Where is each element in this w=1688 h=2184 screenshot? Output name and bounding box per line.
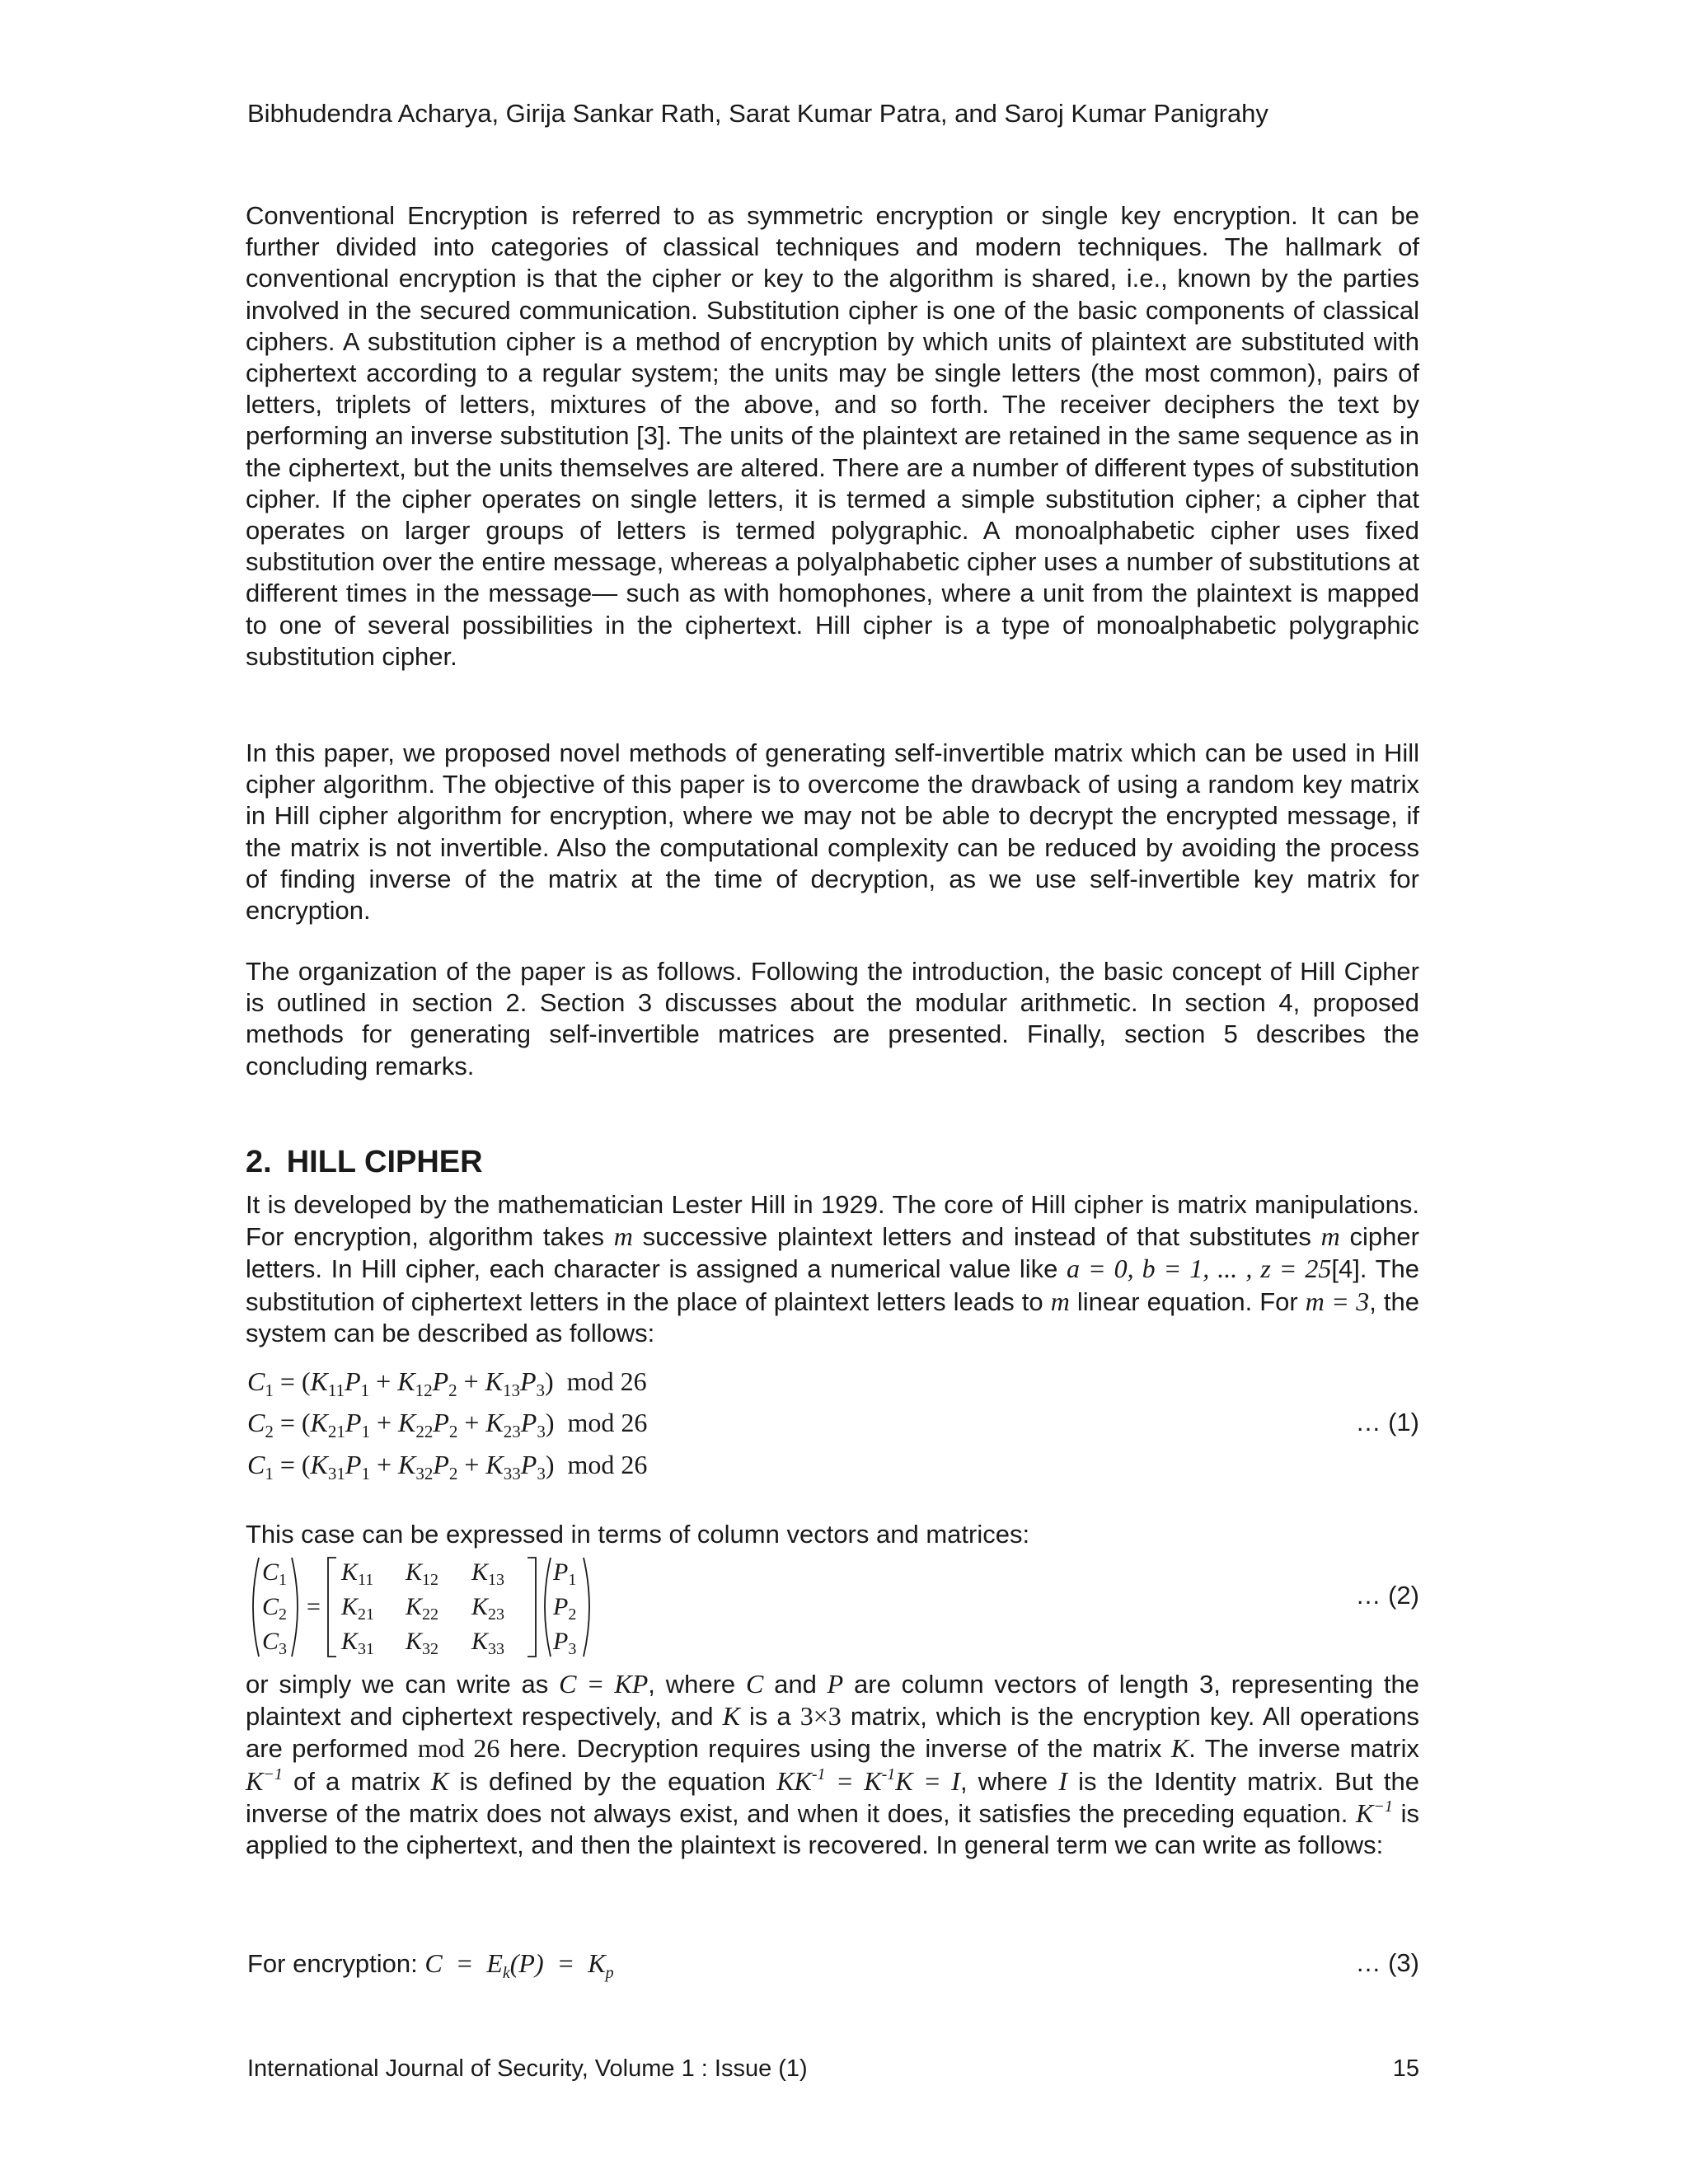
p6-text-6: here. Decryption requires using the inverse of the matrix: [509, 1734, 1162, 1764]
p4-text-1: It is developed by the mathematician Lester Hill in 1929. The core of Hill cipher is matrix manipulations. For encryption, algorithm takes: [246, 1190, 1419, 1252]
p6-text-9: is defined by the equation: [459, 1766, 767, 1796]
running-header-authors: Bibhudendra Acharya, Girija Sankar Rath, Sarat Kumar Patra, and Saroj Kumar Panigrahy: [247, 99, 1268, 128]
svg-text:P3: $P_3$: [553, 1628, 577, 1658]
svg-text:K13: $K_{13}$: [471, 1558, 505, 1589]
p6-text-7: The inverse matrix: [1204, 1734, 1419, 1764]
math-k: K: [1170, 1733, 1189, 1764]
footer-page-number: 15: [1392, 2055, 1419, 2082]
math-letter-values: a = 0, b = 1, ... , z = 25: [1067, 1254, 1332, 1284]
equation-number-1: … (1): [1355, 1408, 1419, 1436]
p6-text-and: and: [774, 1670, 817, 1699]
paragraph-paper-organization: The organization of the paper is as follows. Following the introduction, the basic concept of Hill Cipher is outlined in section 2. Section 3 discusses about the modular arithmetic. In section 4, proposed methods for generating self-invertible matrices are presented. Finally, section 5 describes the concluding remarks.: [246, 957, 1419, 1080]
math-p: P: [827, 1669, 844, 1699]
paragraph-hill-cipher-intro: [246, 1189, 1419, 1349]
svg-text:=: =: [307, 1593, 321, 1620]
p6-text-5: matrix, which is the encryption key. All operations are performed: [246, 1702, 1419, 1764]
p4-text-6: , the system can be described as follows:: [246, 1286, 1419, 1347]
k-matrix-left-bracket: [328, 1558, 336, 1657]
math-c: C: [745, 1669, 764, 1699]
footer-journal: International Journal of Security, Volume 1 : Issue (1): [247, 2055, 808, 2082]
paragraph-paper-objective: In this paper, we proposed novel methods of generating self-invertible matrix which can be used in Hill cipher algorithm. The objective of this paper is to overcome the drawback of using a random key matrix in Hill cipher algorithm for encryption, where we may not be able to decrypt the encrypted message, if the matrix is not invertible. Also the computational complexity can be reduced by avoiding the process of finding inverse of the matrix at the time of decryption, as we use self-invertible key matrix for encryption.: [246, 738, 1419, 926]
svg-text:K11: $K_{11}$: [341, 1558, 374, 1589]
section-title: HILL CIPHER: [286, 1145, 483, 1179]
math-k-inverse: $K^{-1}$: [1356, 1797, 1393, 1828]
math-3x3: 3×3: [799, 1701, 842, 1732]
equation-c3: $C_1 = (K_{31}P_1 + K_{32}P_2 + K_{33}P_3)$ mod 26: [247, 1450, 648, 1483]
p6-text-12: is applied to the ciphertext, and then the plaintext is recovered. In general term we can write as follows:: [246, 1798, 1419, 1860]
equation-c1: $C_1 = (K_{11}P_1 + K_{12}P_2 + K_{13}P_3)$ mod 26: [247, 1366, 647, 1400]
svg-text:P2: $P_2$: [553, 1593, 577, 1624]
equation-number-3: … (3): [1355, 1948, 1419, 1977]
math-identity-equation: $KK^{-1} = K^{-1}K = I$: [776, 1765, 960, 1796]
mod-26: mod 26: [567, 1450, 648, 1479]
p-vector-right-paren: [584, 1558, 589, 1657]
svg-text:K23: $K_{23}$: [471, 1593, 505, 1624]
p-vector-left-paren: [545, 1558, 551, 1657]
math-c-equals-kp: C = KP: [559, 1669, 649, 1699]
p6-text-8: of a matrix: [293, 1766, 420, 1796]
math-m-equals-3: m = 3: [1305, 1286, 1370, 1316]
svg-text:K33: $K_{33}$: [471, 1628, 505, 1658]
p6-text-11: is the Identity matrix. But the inverse of the matrix does not always exist, and when it does, it satisfies the preceding equation.: [246, 1766, 1420, 1828]
matrix-entries: [262, 1558, 576, 1658]
equation-c2: $C_2 = (K_{21}P_1 + K_{22}P_2 + K_{23}P_3)$ mod 26: [247, 1408, 648, 1441]
p6-text-3: are column vectors of length 3, representing the plaintext and ciphertext respectively, and: [246, 1670, 1419, 1732]
svg-text:K32: $K_{32}$: [406, 1628, 439, 1658]
svg-text:K21: $K_{21}$: [341, 1593, 375, 1624]
p4-text-2: successive plaintext letters and instead of that substitutes: [642, 1222, 1311, 1252]
svg-text:K31: $K_{31}$: [341, 1628, 375, 1658]
math-i: I: [1058, 1765, 1067, 1796]
math-k: K: [722, 1701, 740, 1732]
matrix-equation: [244, 1553, 623, 1666]
section-heading-hill-cipher: [246, 1142, 483, 1182]
p4-text-4: [4]. The substitution of ciphertext letters in the place of plaintext letters leads to: [246, 1254, 1419, 1316]
p6-text-10: , where: [959, 1766, 1048, 1796]
svg-text:K22: $K_{22}$: [406, 1593, 439, 1624]
svg-text:C1: $C_1$: [262, 1558, 288, 1589]
p6-text-2: , where: [648, 1670, 736, 1699]
math-m: m: [1320, 1221, 1340, 1252]
mod-26: mod 26: [566, 1366, 647, 1396]
p6-text-4: is a: [748, 1702, 791, 1732]
k-matrix-right-bracket: [528, 1558, 536, 1657]
c-vector-left-paren: [253, 1558, 259, 1657]
math-mod-26: mod 26: [417, 1733, 500, 1764]
mod-26: mod 26: [567, 1408, 648, 1437]
math-m: m: [613, 1221, 633, 1252]
svg-text:C3: $C_3$: [262, 1628, 288, 1658]
math-encryption-equation: $C = E_k(P) = K_p$: [424, 1948, 614, 1982]
paragraph-conventional-encryption: Conventional Encryption is referred to as symmetric encryption or single key encryption. It can be further divided into categories of classical techniques and modern techniques. The hallmark of conventional encryption is that the cipher or key to the algorithm is shared, i.e., known by the parties involved in the secured communication. Substitution cipher is one of the basic components of classical ciphers. A substitution cipher is a method of encryption by which units of plaintext are substituted with ciphertext according to a regular system; the units may be single letters (the most common), pairs of letters, triplets of letters, mixtures of the above, and so forth. The receiver deciphers the text by performing an inverse substitution [3]. The units of the plaintext are retained in the same sequence as in the ciphertext, but the units themselves are altered. There are a number of different types of substitution cipher. If the cipher operates on single letters, it is termed a simple substitution cipher; a cipher that operates on larger groups of letters is termed polygraphic. A monoalphabetic cipher uses fixed substitution over the entire message, whereas a polyalphabetic cipher uses a number of substitutions at different times in the message— such as with homophones, where a unit from the plaintext is mapped to one of several possibilities in the ciphertext. Hill cipher is a type of monoalphabetic polygraphic substitution cipher.: [246, 201, 1419, 671]
p4-text-5: linear equation. For: [1076, 1286, 1298, 1316]
math-m: m: [1050, 1286, 1070, 1316]
section-number: 2.: [246, 1145, 272, 1179]
math-k-inverse: $K^{-1}$: [246, 1765, 283, 1796]
svg-text:P1: $P_1$: [553, 1558, 577, 1589]
math-k: K: [431, 1765, 449, 1796]
svg-text:K12: $K_{12}$: [406, 1558, 439, 1589]
svg-text:C2: $C_2$: [262, 1593, 288, 1624]
paragraph-inverse-matrix: or simply we can write as C = KP, where C and P are column vectors of length 3, representing the plaintext and ciphertext respectively, and K is a 3×3 matrix, which is the encryption key. All operations are performed mod 26 here. Decryption requires using the inverse of the matrix K. The inverse matrix $K^{-1}$ of a matrix K is defined by the equation $KK^{-1} = K^{-1}K = I$, where I is the Identity matrix. But the inverse of the matrix does not always exist, and when it does, it satisfies the preceding equation. $K^{-1}$ is applied to the ciphertext, and then the plaintext is recovered. In general term we can write as follows:: [246, 1669, 1420, 1860]
equation-number-2: … (2): [1355, 1581, 1419, 1610]
p4-text-3: cipher letters. In Hill cipher, each character is assigned a numerical value like: [246, 1222, 1419, 1284]
c-vector-right-paren: [292, 1558, 298, 1657]
p6-text-1: or simply we can write as: [246, 1670, 549, 1699]
paragraph-column-vectors: This case can be expressed in terms of column vectors and matrices:: [246, 1520, 1030, 1549]
matrix-equation-svg: [244, 1553, 623, 1661]
encryption-equation-line: [247, 1947, 614, 1980]
encryption-label: For encryption:: [247, 1949, 418, 1978]
